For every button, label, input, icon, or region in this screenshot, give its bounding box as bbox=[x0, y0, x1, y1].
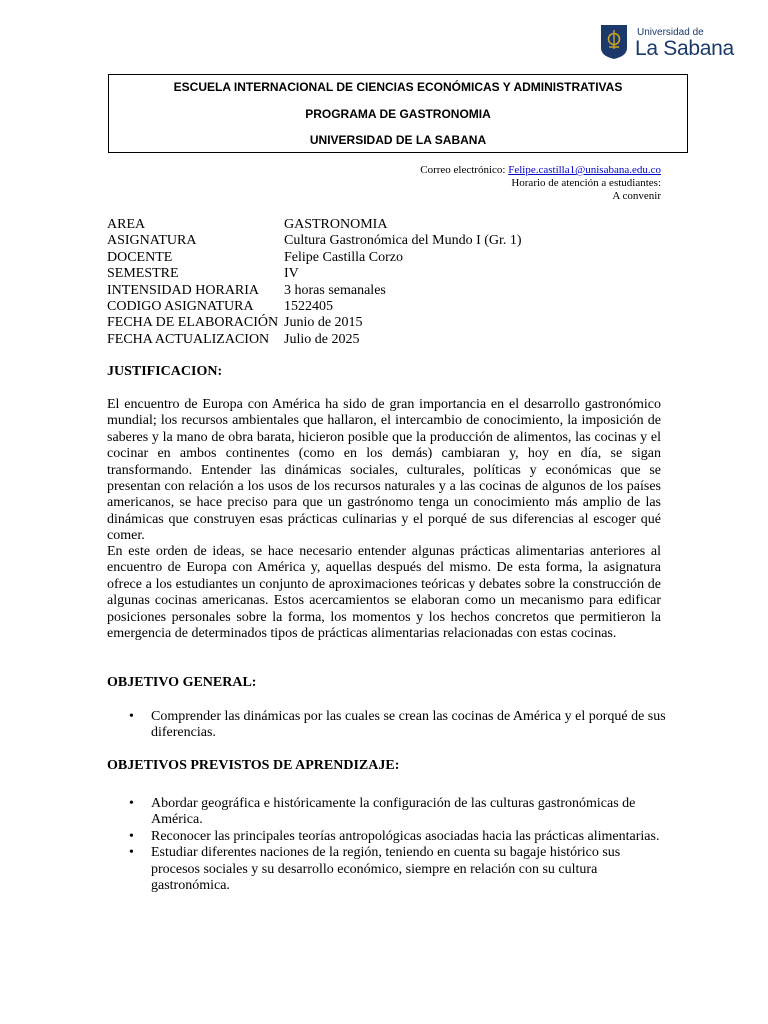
info-key: FECHA ACTUALIZACION bbox=[107, 331, 270, 347]
info-row bbox=[107, 233, 522, 249]
header-school: ESCUELA INTERNACIONAL DE CIENCIAS ECONÓMICAS Y ADMINISTRATIVAS bbox=[173, 80, 623, 94]
info-row bbox=[107, 315, 522, 331]
hours-value: A convenir bbox=[612, 190, 661, 202]
hours-label: Horario de atención a estudiantes: bbox=[511, 177, 661, 189]
info-row bbox=[107, 250, 522, 266]
course-info bbox=[107, 217, 522, 348]
list-item: • Estudiar diferentes naciones de la región, teniendo en cuenta su bagaje histórico sus procesos sociales y su desarrollo económico, siempre en relación con su cultura gastronómica. bbox=[107, 845, 667, 894]
info-key: DOCENTE bbox=[107, 249, 173, 265]
email-label: Correo electrónico: bbox=[420, 164, 509, 176]
info-value: Felipe Castilla Corzo bbox=[284, 249, 403, 265]
email-link[interactable]: Felipe.castilla1@unisabana.edu.co bbox=[508, 164, 661, 176]
logo-small-text: Universidad de bbox=[637, 27, 704, 38]
objetivo-general-list bbox=[107, 709, 667, 742]
university-logo bbox=[600, 24, 740, 66]
objetivos-aprendizaje-heading: OBJETIVOS PREVISTOS DE APRENDIZAJE: bbox=[107, 758, 400, 773]
info-value: GASTRONOMIA bbox=[284, 217, 388, 232]
info-key: ASIGNATURA bbox=[107, 233, 197, 249]
contact-block bbox=[420, 164, 661, 203]
info-row bbox=[107, 266, 522, 282]
header-university: UNIVERSIDAD DE LA SABANA bbox=[309, 133, 487, 147]
info-key: FECHA DE ELABORACIÓN bbox=[107, 315, 279, 331]
logo-big-text: La Sabana bbox=[635, 37, 734, 60]
header-program: PROGRAMA DE GASTRONOMIA bbox=[305, 107, 491, 121]
university-shield-icon bbox=[600, 24, 628, 60]
info-row bbox=[107, 217, 522, 233]
objetivos-aprendizaje-list bbox=[107, 796, 667, 894]
list-item: • Abordar geográfica e históricamente la configuración de las culturas gastronómicas de América. bbox=[107, 796, 667, 829]
info-value: IV bbox=[284, 266, 299, 282]
info-value: Julio de 2025 bbox=[284, 331, 360, 347]
justificacion-paragraph-2: En este orden de ideas, se hace necesario entender algunas prácticas alimentarias anteriores al encuentro de Europa con América y, aquellas después del mismo. De esta forma, la asignatura ofrece a los estudiantes un conjunto de aproximaciones teóricas y debates sobre la construcción de algunas cocinas americanas. Estos acercamientos se elaboran como un mecanismo para edificar posiciones personales sobre la forma, los momentos y los hechos concretos que permitieron la emergencia de determinados tipos de prácticas alimentarias relacionadas con estas cocinas. bbox=[107, 544, 661, 642]
info-value: Junio de 2015 bbox=[284, 315, 363, 331]
info-row bbox=[107, 332, 522, 348]
info-value: 3 horas semanales bbox=[284, 282, 386, 298]
info-key: CODIGO ASIGNATURA bbox=[107, 299, 254, 315]
email-line bbox=[420, 164, 661, 177]
header-box bbox=[108, 74, 688, 153]
objetivo-general-heading: OBJETIVO GENERAL: bbox=[107, 675, 257, 690]
info-key: AREA bbox=[107, 217, 146, 232]
info-key: INTENSIDAD HORARIA bbox=[107, 282, 260, 298]
justificacion-heading: JUSTIFICACION: bbox=[107, 364, 223, 379]
info-row bbox=[107, 283, 522, 299]
info-value: Cultura Gastronómica del Mundo I (Gr. 1) bbox=[284, 233, 522, 249]
justificacion-paragraph-1: El encuentro de Europa con América ha sido de gran importancia en el desarrollo gastronómico mundial; los recursos ambientales que hallaron, el intercambio de conocimiento, la imposición de saberes y la mano de obra barata, hicieron posible que la producción de alimentos, las cocinas y el cocinar en ambos continentes (como en los demás) cambiaran y, hoy en día, se sigan transformando. Entender las dinámicas sociales, culturales, políticas y económicas que se presentan con relación a los usos de los recursos naturales y a las cocinas de algunos de los países americanos, se hace preciso para que un gastrónomo tenga un conocimiento más amplio de las dinámicas que construyen esas prácticas culinarias y el porqué de sus diferencias al escoger qué comer. bbox=[107, 397, 661, 544]
list-item: • Reconocer las principales teorías antropológicas asociadas hacia las prácticas alimentarias. bbox=[107, 829, 667, 845]
info-key: SEMESTRE bbox=[107, 266, 179, 282]
list-item: • Comprender las dinámicas por las cuales se crean las cocinas de América y el porqué de sus diferencias. bbox=[107, 709, 667, 742]
info-value: 1522405 bbox=[284, 299, 333, 315]
info-row bbox=[107, 299, 522, 315]
